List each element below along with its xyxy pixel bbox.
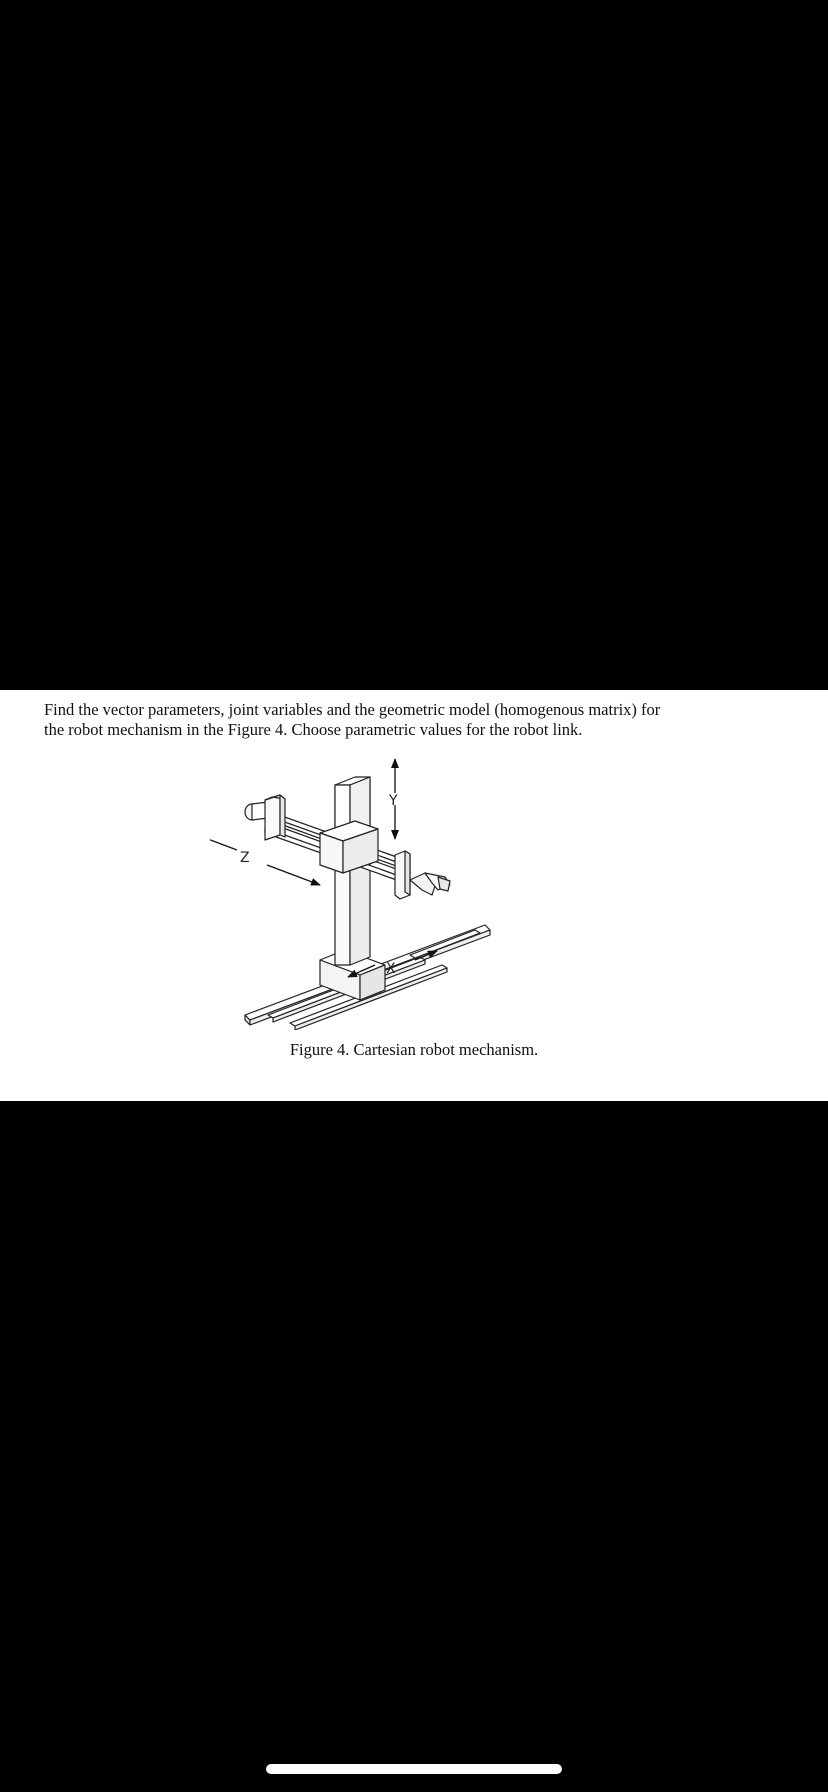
cartesian-robot-figure (210, 755, 560, 1030)
problem-line-1: Find the vector parameters, joint variables and the geometric model (homogenous matrix) for (44, 700, 661, 719)
y-axis-label: Y (389, 793, 398, 809)
x-axis-label: X (386, 961, 396, 977)
document-image (0, 690, 828, 1101)
figure-caption: Figure 4. Cartesian robot mechanism. (289, 1040, 539, 1059)
z-axis-arrow-front (267, 865, 320, 885)
robot-drawing (210, 755, 560, 1030)
z-axis-label: Z (240, 850, 250, 866)
home-indicator[interactable] (266, 1764, 562, 1774)
z-axis-arrow-back (210, 833, 237, 850)
problem-line-2: the robot mechanism in the Figure 4. Choose parametric values for the robot link. (44, 720, 583, 739)
problem-statement (44, 700, 744, 740)
front-bracket (395, 851, 410, 899)
gripper (410, 873, 450, 895)
rear-bracket (245, 795, 285, 840)
